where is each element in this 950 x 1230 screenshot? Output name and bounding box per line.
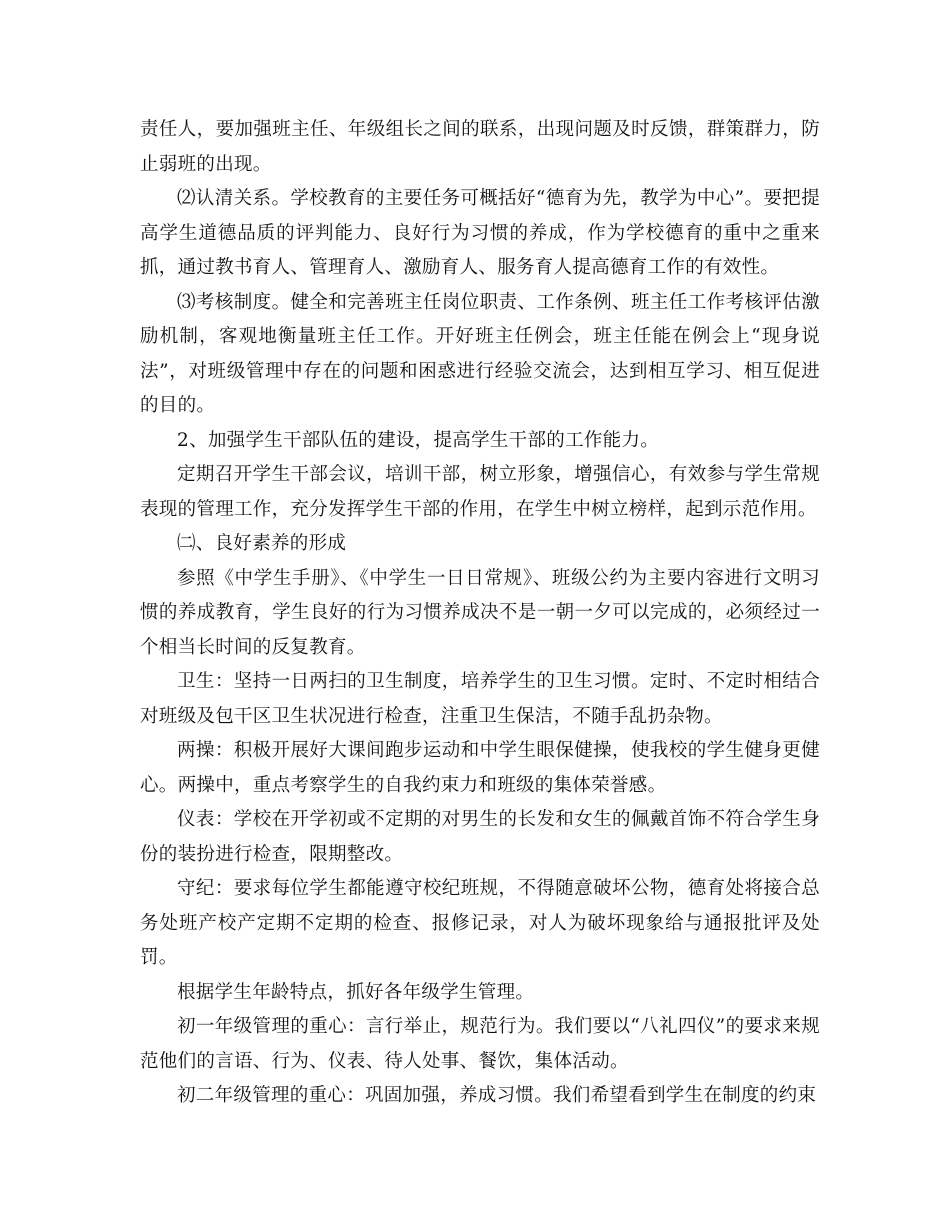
paragraph-9: 两操：积极开展好大课间跑步运动和中学生眼保健操，使我校的学生健身更健心。两操中，重点考察学生的自我约束力和班级的集体荣誉感。 [140, 740, 820, 796]
paragraph-13: 初一年级管理的重心：言行举止，规范行为。我们要以“八礼四仪”的要求来规范他们的言语、行为、仪表、待人处事、餐饮，集体活动。 [140, 1016, 820, 1072]
paragraph-2: ⑵认清关系。学校教育的主要任务可概括好“德育为先，教学为中心”。要把提高学生道德品质的评判能力、良好行为习惯的养成，作为学校德育的重中之重来抓，通过教书育人、管理育人、激励育人、服务育人提高德育工作的有效性。 [140, 188, 820, 278]
paragraph-1: 责任人，要加强班主任、年级组长之间的联系，出现问题及时反馈，群策群力，防止弱班的出现。 [140, 119, 820, 175]
paragraph-11: 守纪：要求每位学生都能遵守校纪班规，不得随意破坏公物，德育处将接合总务处班产校产定期不定期的检查、报修记录，对人为破坏现象给与通报批评及处罚。 [140, 878, 820, 968]
paragraph-6: ㈡、良好素养的形成 [177, 533, 347, 554]
document-body [140, 113, 820, 1114]
paragraph-10: 仪表：学校在开学初或不定期的对男生的长发和女生的佩戴首饰不符合学生身份的装扮进行检查，限期整改。 [140, 809, 820, 865]
paragraph-5: 定期召开学生干部会议，培训干部，树立形象，增强信心，有效参与学生常规表现的管理工作，充分发挥学生干部的作用，在学生中树立榜样，起到示范作用。 [140, 464, 820, 520]
paragraph-14: 初二年级管理的重心：巩固加强，养成习惯。我们希望看到学生在制度的约束 [177, 1085, 817, 1106]
paragraph-12: 根据学生年龄特点，抓好各年级学生管理。 [177, 981, 535, 1003]
paragraph-3: ⑶考核制度。健全和完善班主任岗位职责、工作条例、班主任工作考核评估激励机制，客观地衡量班主任工作。开好班主任例会，班主任能在例会上“现身说法”，对班级管理中存在的问题和困惑进行经验交流会，达到相互学习、相互促进的目的。 [140, 291, 820, 416]
paragraph-8: 卫生：坚持一日两扫的卫生制度，培养学生的卫生习惯。定时、不定时相结合对班级及包干区卫生状况进行检查，注重卫生保洁，不随手乱扔杂物。 [140, 671, 820, 727]
paragraph-4: 2、加强学生干部队伍的建设，提高学生干部的工作能力。 [177, 429, 660, 451]
paragraph-7: 参照《中学生手册》、《中学生一日日常规》、班级公约为主要内容进行文明习惯的养成教育，学生良好的行为习惯养成决不是一朝一夕可以完成的，必须经过一个相当长时间的反复教育。 [140, 567, 820, 658]
